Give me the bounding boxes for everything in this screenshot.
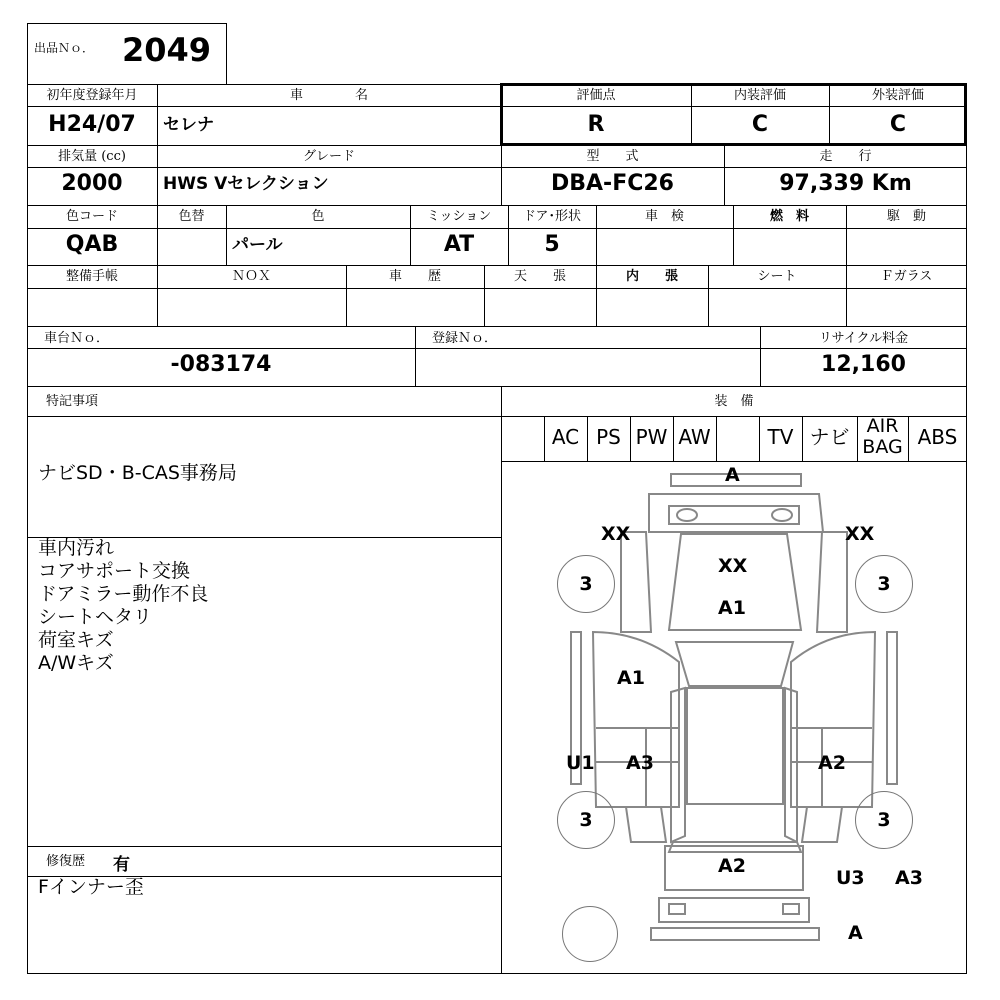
car-name-label: 車 名 — [289, 88, 368, 103]
mark-left-sill: U1 — [566, 752, 595, 774]
fuel-label: 燃 料 — [769, 209, 809, 224]
equip-navi: ナビ — [809, 425, 850, 449]
tire-front-left: 3 — [557, 555, 615, 613]
score-value: R — [587, 112, 605, 137]
lot-number: 2049 — [122, 31, 212, 69]
inspector-note: コアサポート交換 — [38, 560, 191, 582]
repair-label: 修復歴 — [46, 854, 86, 869]
equip-pw: PW — [635, 425, 668, 449]
interior-score-label: 内装評価 — [733, 88, 786, 103]
equip-abs: ABS — [917, 425, 958, 449]
tire-rear-right: 3 — [855, 791, 913, 849]
equipment-label: 装 備 — [714, 394, 754, 409]
repair-value: 有 — [113, 855, 130, 875]
car-name-value: セレナ — [163, 115, 214, 135]
color-code-label: 色コード — [65, 209, 118, 224]
chassis-label: 車台Ｎｏ． — [44, 331, 110, 346]
repaint-label: 色替 — [178, 209, 205, 224]
equip-ps: PS — [596, 425, 621, 449]
model-label: 型 式 — [586, 149, 639, 164]
mark-left-door: A1 — [617, 667, 645, 689]
history-label: 車 歴 — [388, 269, 441, 284]
equip-tv: TV — [767, 425, 794, 449]
tire-front-right: 3 — [855, 555, 913, 613]
mark-right-fender: XX — [845, 523, 875, 545]
main-note: ナビSD・B-CAS事務局 — [38, 462, 237, 484]
spare-tire — [562, 906, 618, 962]
color-value: パール — [232, 235, 283, 255]
displacement-value: 2000 — [61, 171, 123, 196]
exterior-score-value: C — [889, 112, 907, 137]
door-value: 5 — [544, 232, 560, 257]
equip-airbag: AIR BAG — [862, 415, 903, 458]
reg-date-value: H24/07 — [48, 112, 136, 137]
mark-right-rear-a: A3 — [895, 867, 923, 889]
repair-note: Fインナー歪 — [38, 876, 144, 898]
recycle-label: リサイクル料金 — [818, 331, 909, 346]
mark-front-bumper: A — [725, 464, 740, 486]
mission-value: AT — [443, 232, 475, 257]
mission-label: ミッション — [426, 209, 492, 224]
mark-left-fender: XX — [601, 523, 631, 545]
mark-hood-top: XX — [718, 555, 748, 577]
displacement-label: 排気量 (cc) — [58, 149, 126, 164]
exterior-score-label: 外装評価 — [871, 88, 924, 103]
car-diagram — [501, 462, 967, 974]
inspector-note: A/Wキズ — [38, 652, 114, 674]
inspector-note: 車内汚れ — [38, 537, 115, 559]
interior-lining-label: 内 張 — [625, 269, 678, 284]
drive-label: 駆 動 — [886, 209, 926, 224]
mark-hood-mid: A1 — [718, 597, 746, 619]
mark-rear-bumper: A — [848, 922, 863, 944]
interior-score-value: C — [751, 112, 769, 137]
door-label: ドア･形状 — [522, 209, 582, 224]
tire-rear-left: 3 — [557, 791, 615, 849]
lot-label: 出品Ｎｏ． — [34, 41, 95, 55]
chassis-value: -083174 — [170, 352, 272, 377]
mark-right-rear-door: A2 — [818, 752, 846, 774]
mark-tailgate: A2 — [718, 855, 746, 877]
color-label: 色 — [311, 209, 325, 224]
inspector-note: シートヘタリ — [38, 606, 153, 628]
model-value: DBA-FC26 — [551, 171, 674, 196]
inspector-note: ドアミラー動作不良 — [38, 583, 209, 605]
grade-label: グレード — [302, 149, 355, 164]
grade-value: HWS Vセレクション — [163, 174, 329, 194]
score-label: 評価点 — [576, 88, 616, 103]
equip-aw: AW — [678, 425, 711, 449]
mark-right-rear-u: U3 — [836, 867, 865, 889]
registration-label: 登録Ｎｏ． — [432, 331, 498, 346]
glass-label: Ｆガラス — [880, 269, 933, 284]
color-code-value: QAB — [65, 232, 119, 257]
reg-date-label: 初年度登録年月 — [46, 88, 138, 103]
mileage-value: 97,339 Km — [779, 171, 912, 196]
equip-ac: AC — [551, 425, 580, 449]
inspection-label: 車 検 — [644, 209, 684, 224]
nox-label: ＮＯＸ — [231, 269, 271, 284]
service-book-label: 整備手帳 — [65, 269, 118, 284]
notes-label: 特記事項 — [46, 394, 99, 409]
inspector-note: 荷室キズ — [38, 629, 114, 651]
seat-label: シート — [757, 269, 797, 284]
roof-label: 天 張 — [513, 269, 566, 284]
mark-left-rear-door: A3 — [626, 752, 654, 774]
mileage-label: 走 行 — [819, 149, 872, 164]
recycle-value: 12,160 — [821, 352, 906, 377]
